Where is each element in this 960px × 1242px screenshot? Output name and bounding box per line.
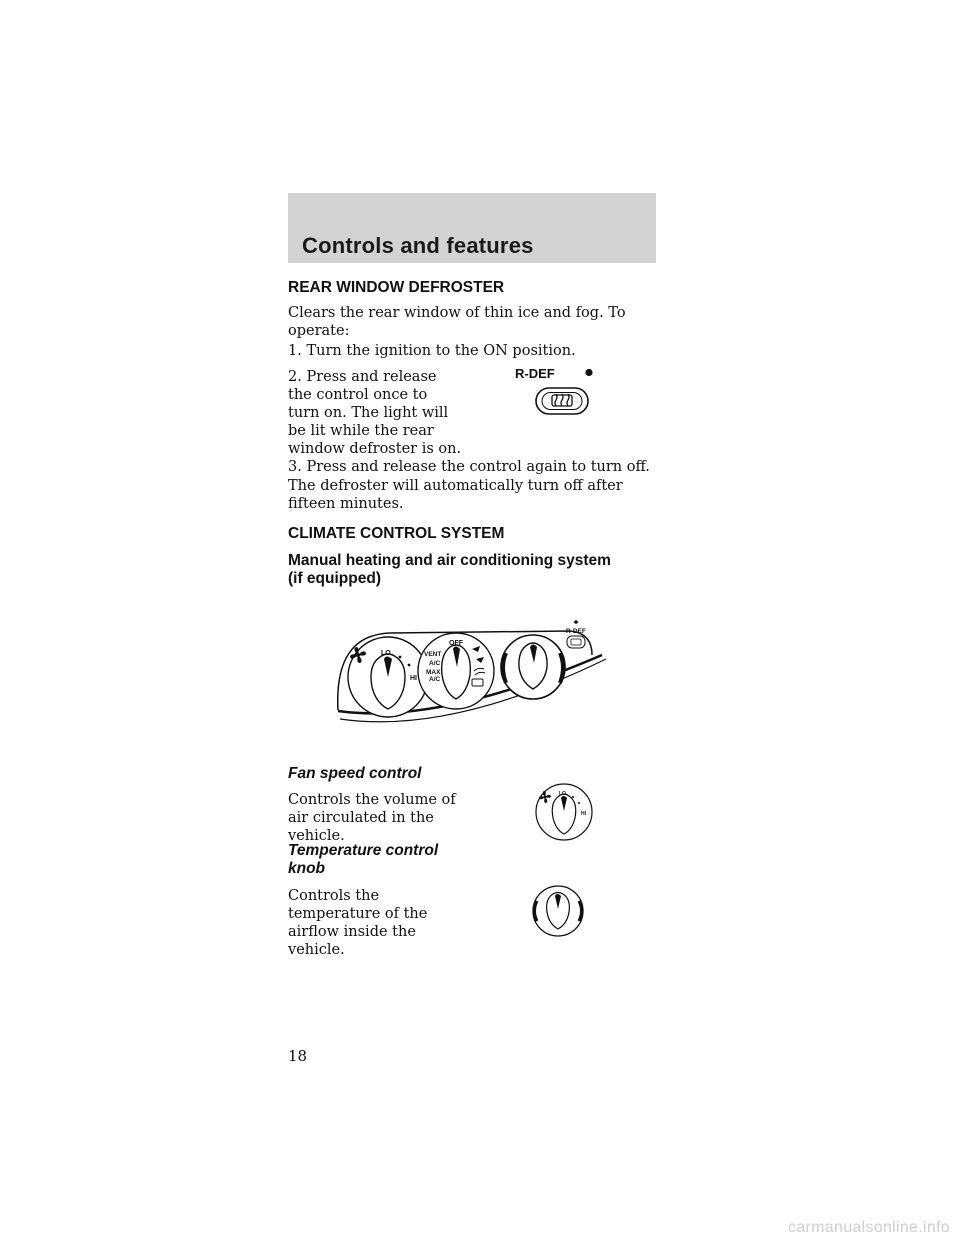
rear-defroster-step1: 1. Turn the ignition to the ON position. [288, 343, 576, 359]
fan-speed-description [288, 791, 456, 845]
rear-defroster-heading: REAR WINDOW DEFROSTER [288, 279, 505, 296]
fan-speed-heading: Fan speed control [288, 765, 422, 782]
step2-line: window defroster is on. [288, 441, 462, 457]
watermark: carmanualsonline.info [788, 1219, 950, 1236]
svg-text:VENT: VENT [424, 651, 442, 658]
page-title: Controls and features [302, 233, 534, 258]
svg-text:LO: LO [559, 791, 566, 797]
temperature-knob [501, 635, 565, 699]
fan-line: air circulated in the [288, 810, 434, 826]
temperature-heading-line: Temperature control [288, 842, 439, 859]
rear-defroster-note: The defroster will automatically turn off after fifteen minutes. [288, 478, 623, 512]
mode-selector-knob [418, 633, 494, 709]
svg-text:HI: HI [581, 811, 586, 817]
fan-line: vehicle. [288, 828, 345, 844]
temperature-line: airflow inside the [288, 924, 416, 940]
temperature-knob-illustration [530, 883, 586, 939]
svg-text:MAX: MAX [426, 669, 441, 676]
svg-text:OFF: OFF [449, 640, 463, 647]
rdef-small-button [566, 620, 586, 648]
subheading-line: Manual heating and air conditioning system [288, 552, 611, 569]
step2-line: the control once to [288, 387, 428, 403]
step2-line: turn on. The light will [288, 405, 449, 421]
subheading-line: (if equipped) [288, 570, 381, 587]
page-number: 18 [288, 1047, 308, 1065]
indicator-light-icon [585, 369, 592, 376]
step2-line: 2. Press and release [288, 369, 437, 385]
temperature-heading-line: knob [288, 860, 326, 877]
fan-line: Controls the volume of [288, 792, 456, 808]
climate-panel-illustration [330, 615, 620, 750]
temperature-heading [288, 842, 438, 878]
rear-defroster-step2 [288, 368, 461, 458]
fan-speed-knob [348, 637, 428, 717]
climate-heading: CLIMATE CONTROL SYSTEM [288, 525, 505, 542]
svg-text:A/C: A/C [429, 676, 441, 683]
svg-text:A/C: A/C [429, 660, 441, 667]
temperature-description [288, 887, 427, 959]
svg-text:R-DEF: R-DEF [566, 628, 586, 635]
rdef-button-illustration [510, 362, 600, 418]
svg-text:HI: HI [410, 675, 417, 682]
fan-knob-illustration [532, 780, 596, 844]
step2-line: be lit while the rear [288, 423, 434, 439]
temperature-line: Controls the [288, 888, 380, 904]
temperature-line: temperature of the [288, 906, 428, 922]
rear-defroster-intro: Clears the rear window of thin ice and fog. To operate: [288, 305, 626, 339]
climate-subheading [288, 552, 611, 588]
rear-defroster-step3: 3. Press and release the control again to turn off. [288, 459, 650, 475]
svg-text:LO: LO [381, 650, 391, 657]
rdef-label: R-DEF [515, 366, 555, 381]
temperature-line: vehicle. [288, 942, 345, 958]
